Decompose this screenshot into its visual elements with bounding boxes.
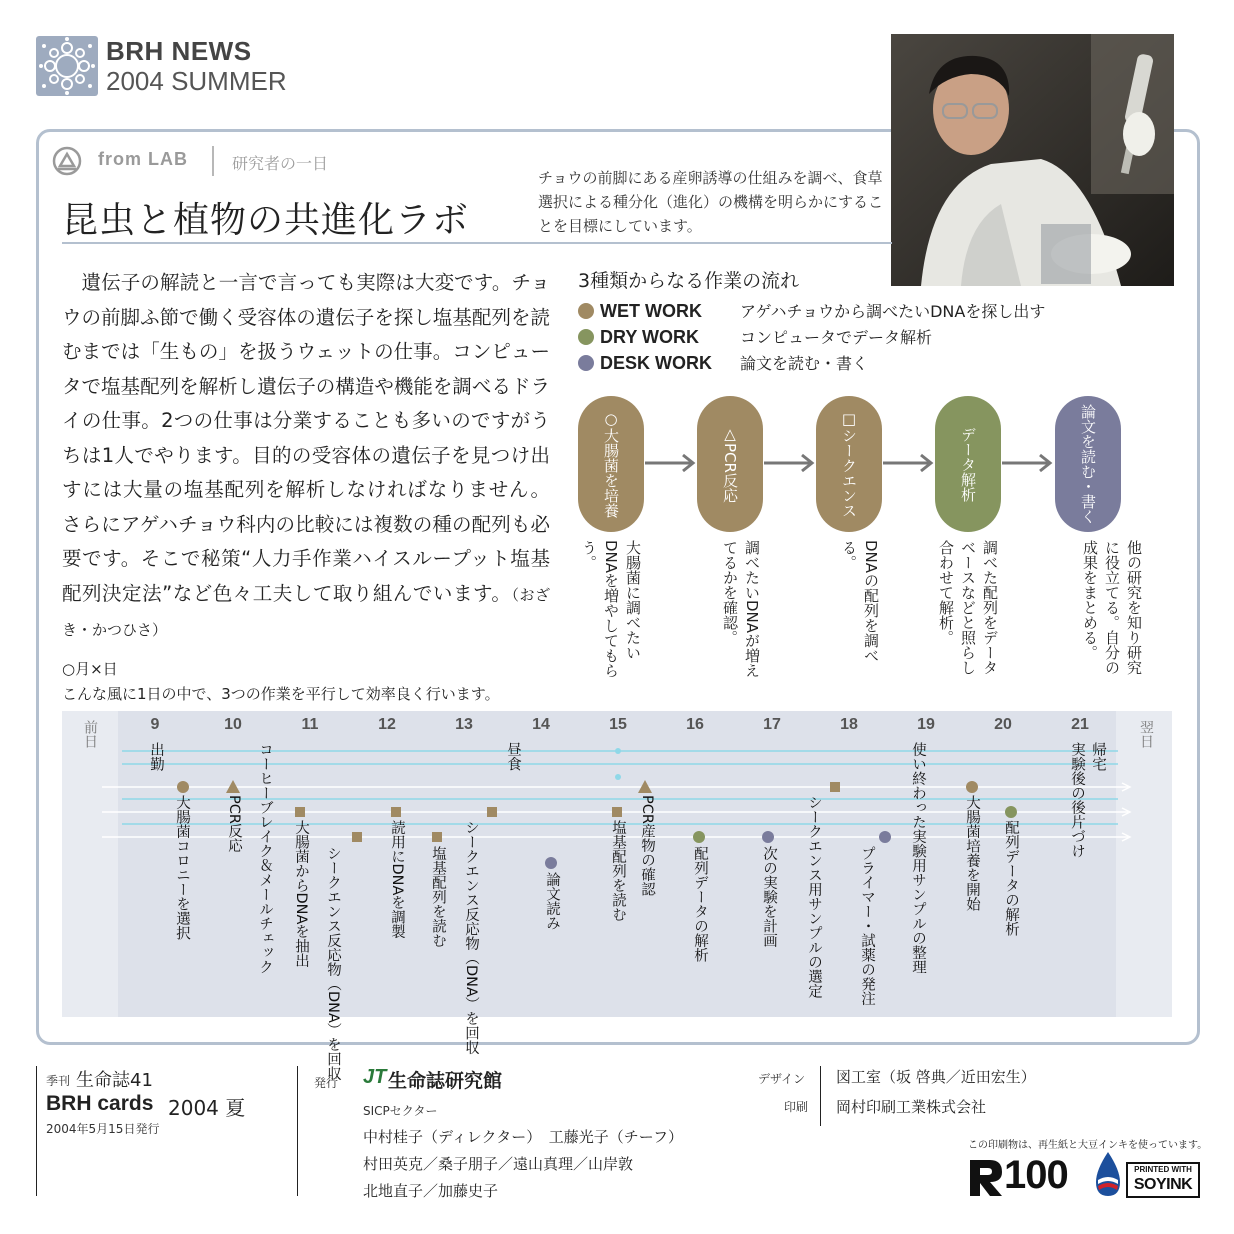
timeline-prev-day: 前日 [82,720,98,748]
flow-step-analysis: データ解析 [935,396,1001,532]
tl-item-tidy: 実験後の後片づけ [1069,742,1085,858]
flow-desc-culture: 大腸菌に調べたいDNAを増やしてもらう。 [580,540,642,679]
author-signature: （おざき・かつひさ） [62,585,550,639]
legend-dry-work [578,324,932,350]
legend-name: DRY WORK [600,327,699,347]
article-body-text: 遺伝子の解読と一言で言っても実際は大変です。チョウの前脚ふ節で働く受容体の遺伝子を探し塩基配列を読むまでは「生もの」を扱うウェットの仕事。コンピュータで塩基配列を解析し遺伝子の構造や機能を調べるドライの仕事。2つの仕事は分業することも多いのですがうちは1人でやります。目的の受容体の遺伝子を見つけ出すには大量の塩基配列を解析しなければなりません。さらにアゲハチョウ科内の比較には複数の種の配列も必要です。そこで秘策“人力手作業ハイスループット塩基配列決定法”など色々工夫して取り組んでいます。 [62,271,550,605]
hour-label: 11 [301,716,319,733]
hour-label: 10 [224,716,242,733]
cards-year: 2004 夏 [168,1096,246,1120]
flow-desc-pcr: 調べたいDNAが増えてるかを確認。 [721,540,761,679]
legend-wet-work [578,298,1045,324]
desk-dot-icon [578,355,594,371]
flow-desc-analysis: 調べた配列をデータベースなどと照らし合わせて解析。 [937,540,999,675]
legend-desk-work [578,350,868,376]
tl-item-pcr-check: PCR産物の確認 [639,795,655,897]
design-credit: 図工室（坂 啓典／近田宏生） [836,1068,1036,1086]
hour-label: 15 [609,716,627,733]
flow-step-sequence: □シークエンス [816,396,882,532]
publisher-label: 発行 [314,1076,339,1090]
brh-logo [36,36,98,96]
article-title: 昆虫と植物の共進化ラボ [62,200,470,241]
hour-label: 19 [917,716,935,733]
flow-step-pcr: △PCR反応 [697,396,763,532]
flow-arrow-icon [645,453,697,473]
bubbles-icon [36,36,98,96]
tl-item-paper: 論文読み [544,872,560,930]
timeline-note: こんな風に1日の中で、3つの作業を平行して効率良く行います。 [62,685,500,703]
flow-title: 3種類からなる作業の流れ [578,270,800,292]
dry-dot-icon [578,329,594,345]
staff-line-1: 中村桂子（ディレクター） 工藤光子（チーフ） [363,1128,683,1146]
hour-label: 14 [532,716,550,733]
footer-divider [36,1066,37,1196]
issue-date: 2004年5月15日発行 [46,1122,160,1136]
researcher-photo [891,34,1174,286]
tl-item-read-1: 塩基配列を読む [430,846,446,948]
article-body [62,266,550,648]
hour-label: 16 [686,716,704,733]
flow-arrow-icon [1002,453,1054,473]
hour-label: 9 [150,716,160,733]
legend-desc: アゲハチョウから調べたいDNAを探し出す [740,302,1046,321]
lab-section-label: 研究者の一日 [232,154,329,173]
tl-item-read-2: 塩基配列を読む [610,820,626,922]
flow-step-paper: 論文を読む・書く [1055,396,1121,532]
hour-label: 13 [455,716,473,733]
tl-item-prepare: 読用にDNAを調製 [389,820,405,939]
tl-item-analysis-2: 配列データの解析 [1003,820,1019,936]
legend-name: WET WORK [600,301,702,321]
tl-item-start-culture: 大腸菌培養を開始 [964,795,980,911]
header-title: BRH NEWS [106,36,252,66]
timeline-next-day: 翌日 [1138,720,1154,748]
soy-ink-top: PRINTED WITH [1134,1165,1192,1174]
soy-ink-badge [1126,1162,1200,1198]
tl-item-colony: 大腸菌コロニーを選択 [174,795,190,940]
tl-item-arrive: 出勤 [148,742,164,771]
tl-item-extract: 大腸菌からDNAを抽出 [293,820,309,968]
magazine-prefix: 季刊 [46,1074,71,1088]
publisher-name: 生命誌研究館 [388,1070,503,1092]
tl-item-plan: 次の実験を計画 [761,846,777,948]
hour-label: 18 [840,716,858,733]
timeline-date: ○月×日 [62,660,118,678]
flow-desc-sequence: DNAの配列を調べる。 [840,540,880,664]
header-subtitle: 2004 SUMMER [106,66,287,96]
from-lab-label: from LAB [98,149,188,169]
soy-ink-icon [1090,1150,1126,1198]
tl-item-select: シークエンス用サンプルの選定 [806,795,822,998]
hour-label: 17 [763,716,781,733]
legend-desc: 論文を読む・書く [740,354,869,373]
staff-line-2: 村田英克／桑子朋子／遠山真理／山岸敦 [363,1155,634,1173]
soy-ink-bottom: SOYINK [1133,1176,1193,1193]
cards-name: BRH cards [46,1092,154,1115]
tl-item-recover-1: シークエンス反応物（DNA）を回収 [325,846,341,1081]
hour-label: 21 [1071,716,1089,733]
print-label: 印刷 [784,1100,809,1114]
design-label: デザイン [758,1072,806,1086]
title-rule [62,242,892,244]
flow-desc-paper: 他の研究を知り研究に役立てる。自分の成果をまとめる。 [1081,540,1143,675]
jt-logo-icon: JT [363,1066,387,1088]
flow-step-culture: ○大腸菌を培養 [578,396,644,532]
sector-name: SICPセクター [363,1104,438,1118]
r100-number: 100 [1004,1153,1068,1197]
tl-item-cleanup-samples: 使い終わった実験用サンプルの整理 [910,742,926,974]
print-credit: 岡村印刷工業株式会社 [836,1098,987,1116]
flow-arrow-icon [883,453,935,473]
hour-label: 12 [378,716,396,733]
flow-arrow-icon [764,453,816,473]
eco-note: この印刷物は、再生紙と大豆インキを使っています。 [968,1140,1208,1151]
r100-icon [966,1156,1006,1200]
tl-item-lunch: 昼食 [505,742,521,771]
tl-item-analysis-1: 配列データの解析 [692,846,708,962]
staff-line-3: 北地直子／加藤史子 [363,1182,499,1200]
tl-item-coffee: コーヒーブレイク＆メールチェック [257,742,273,974]
footer-divider [820,1066,821,1126]
wet-dot-icon [578,303,594,319]
legend-name: DESK WORK [600,353,712,373]
lab-divider [212,146,214,176]
tl-item-pcr: PCR反応 [226,795,242,853]
tl-item-recover-2: シークエンス反応物（DNA）を回収 [463,820,479,1055]
lab-icon [52,146,82,176]
footer-divider [297,1066,298,1196]
article-lead: チョウの前脚にある産卵誘導の仕組みを調べ、食草選択による種分化（進化）の機構を明らかにすることを目標にしています。 [538,169,884,235]
tl-item-order: プライマー・試薬の発注 [859,846,875,1006]
tl-item-go-home: 帰宅 [1090,742,1106,771]
legend-desc: コンピュータでデータ解析 [740,328,933,347]
hour-label: 20 [994,716,1012,733]
magazine-name: 生命誌41 [76,1070,153,1091]
